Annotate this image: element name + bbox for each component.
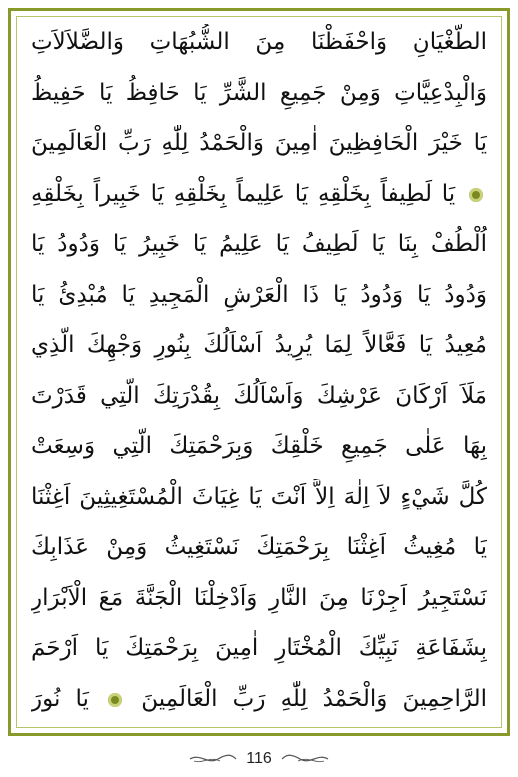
text-line [31, 681, 487, 720]
line-text: مُعِيدُ يَا فَعَّالاً لِمَا يُرِيدُ اَسْاَلُكَ بِنُورِ وَجْهِكَ الَّذِي [31, 332, 487, 359]
text-line [31, 226, 487, 265]
prayer-text [31, 24, 487, 720]
text-line [31, 378, 487, 417]
text-line [31, 580, 487, 619]
ornament-right-icon [280, 752, 330, 766]
line-text: اُلْطُفْ بِنَا يَا لَطِيفُ يَا عَلِيمُ يَا خَبِيرُ يَا وَدُودُ يَا [31, 231, 487, 258]
page-number: 116 [246, 750, 272, 767]
line-text: بِشَفَاعَةِ نَبِيِّكَ الْمُخْتَارِ اٰمِينَ بِرَحْمَتِكَ يَا اَرْحَمَ [31, 635, 487, 662]
text-line [31, 176, 487, 215]
text-line [31, 479, 487, 518]
line-text: بِهَا عَلٰى جَمِيعِ خَلْقِكَ وَبِرَحْمَتِكَ الَّتِي وَسِعَتْ [31, 433, 487, 460]
line-text: وَالْبِدْعِيَّاتِ وَمِنْ جَمِيعِ الشَّرِّ يَا حَافِظُ يَا حَفِيظُ [31, 79, 487, 106]
verse-separator-icon [469, 188, 483, 202]
page-frame [8, 8, 510, 736]
line-text: يَا خَيْرَ الْحَافِظِينَ اٰمِينَ وَالْحَمْدُ لِلّٰهِ رَبِّ الْعَالَمِينَ [31, 130, 487, 157]
verse-separator-icon [108, 693, 122, 707]
text-line [31, 277, 487, 316]
line-text: يَا مُغِيثُ اَغِثْنَا بِرَحْمَتِكَ نَسْتَغِيثُ وَمِنْ عَذَابِكَ [31, 534, 487, 561]
line-text: يَا نُورَ [31, 685, 89, 712]
text-line [31, 630, 487, 669]
line-text: مَلَاَ اَرْكَانَ عَرْشِكَ وَاَسْاَلُكَ بِقُدْرَتِكَ الَّتِي قَدَرْتَ [31, 382, 487, 409]
page-footer [0, 748, 518, 770]
line-text: وَدُودُ يَا وَدُودُ يَا ذَا الْعَرْشِ الْمَجِيدِ يَا مُبْدِئُ يَا [31, 281, 487, 308]
text-line [31, 24, 487, 63]
line-text: نَسْتَجِيرُ اَجِرْنَا مِنَ النَّارِ وَاَدْخِلْنَا الْجَنَّةَ مَعَ الْاَبْرَارِ [31, 584, 487, 611]
text-line [31, 529, 487, 568]
line-text: كُلَّ شَيْءٍ لاَ اِلٰهَ اِلاَّ اَنْتَ يَا غِيَاثَ الْمُسْتَغِيثِينَ اَغِثْنَا [31, 483, 487, 510]
text-line [31, 75, 487, 114]
text-line [31, 428, 487, 467]
line-text: يَا لَطِيفاً بِخَلْقِهِ يَا عَلِيماً بِخَلْقِهِ يَا خَبِيراً بِخَلْقِهِ [31, 180, 456, 207]
line-text: الطُّغْيَانِ وَاحْفَظْنَا مِنَ الشُّبُهَاتِ وَالضَّلاَلاَتِ [31, 29, 487, 55]
text-line [31, 327, 487, 366]
text-line [31, 125, 487, 164]
line-text: الرَّاحِمِينَ وَالْحَمْدُ لِلّٰهِ رَبِّ الْعَالَمِينَ [141, 685, 487, 712]
ornament-left-icon [188, 752, 238, 766]
